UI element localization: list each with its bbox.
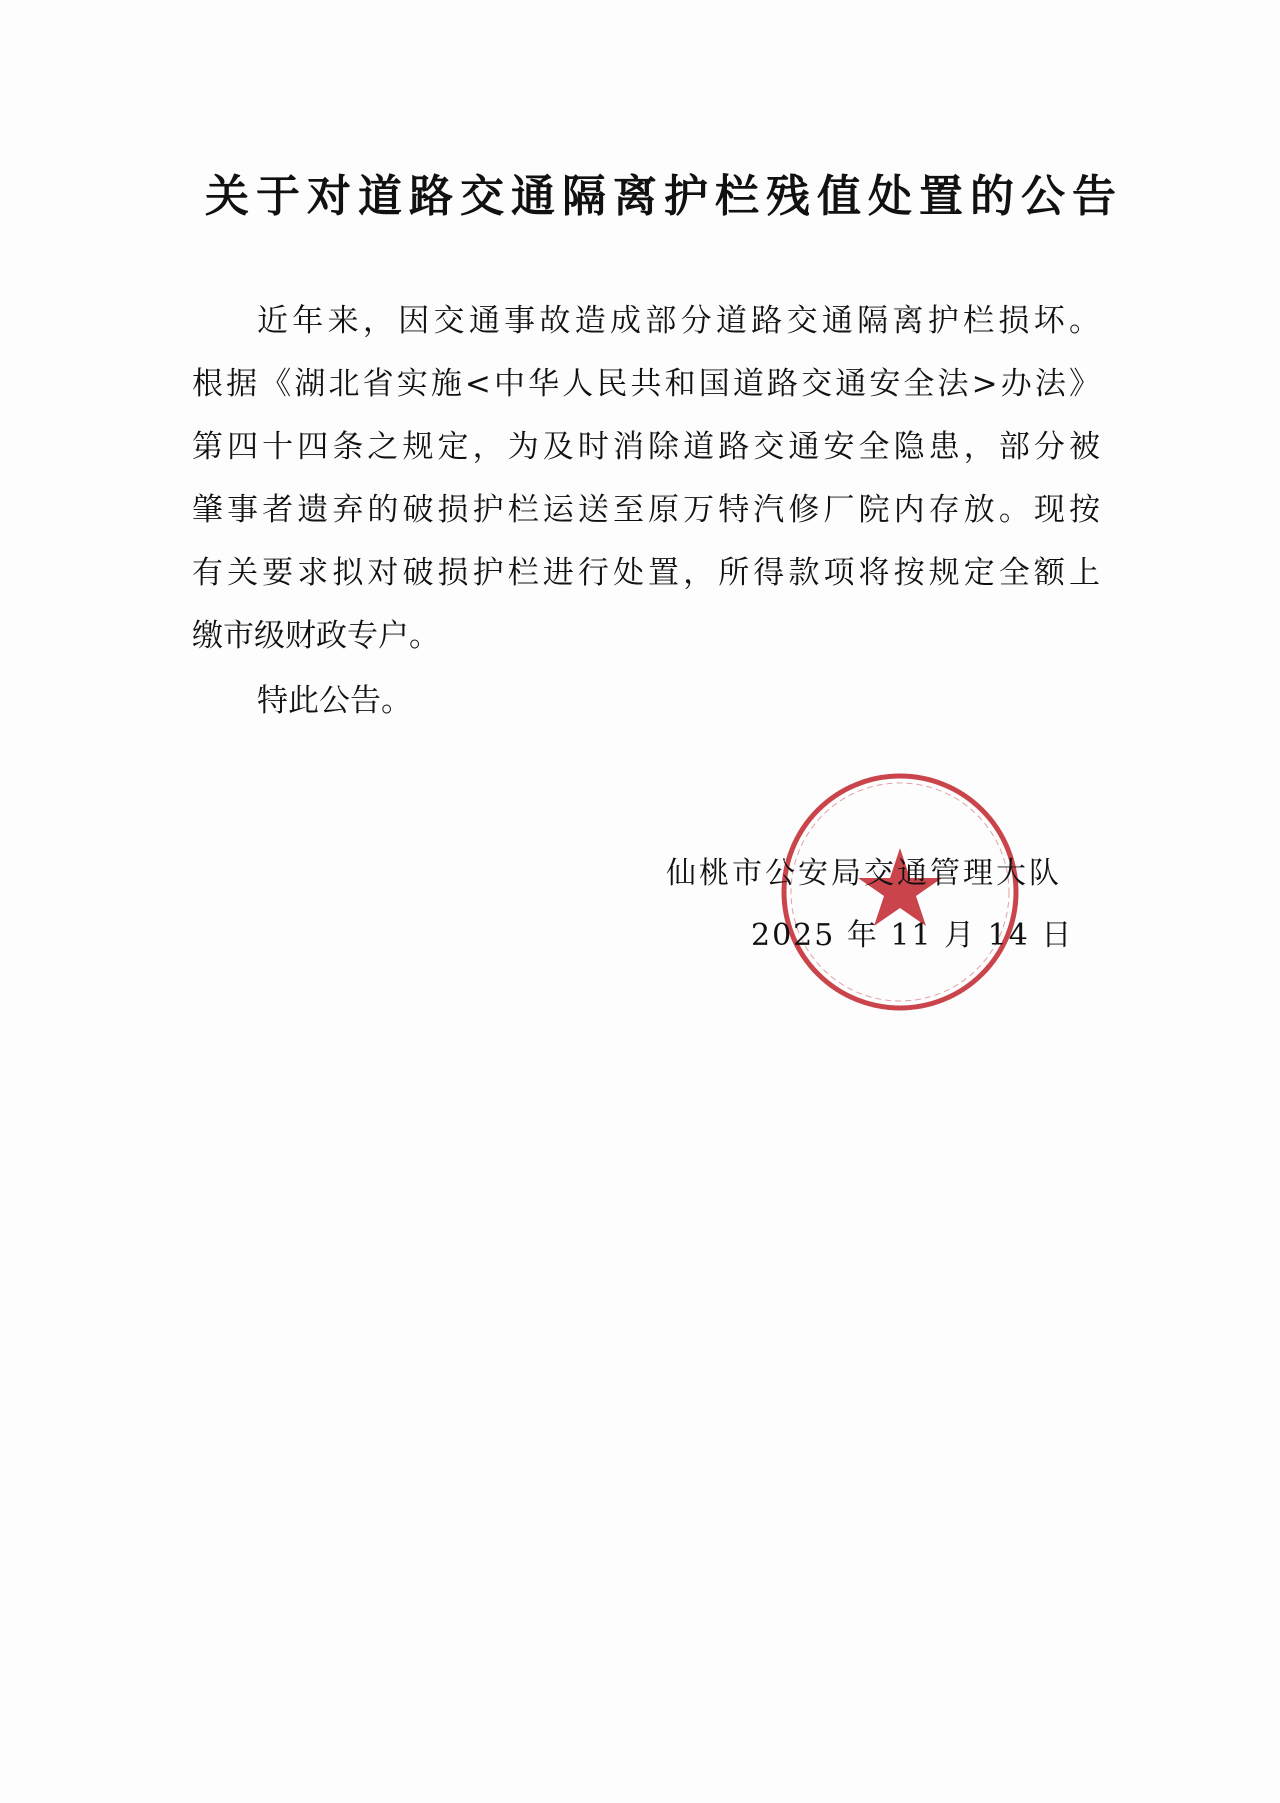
issue-date: 2025 年 11 月 14 日 — [751, 918, 1074, 953]
body-line: 有关要求拟对破损护栏进行处置，所得款项将按规定全额上 — [192, 555, 1100, 591]
body-line: 第四十四条之规定，为及时消除道路交通安全隐患，部分被 — [192, 429, 1100, 465]
closing-text: 特此公告。 — [257, 683, 412, 719]
body-line: 肇事者遗弃的破损护栏运送至原万特汽修厂院内存放。现按 — [192, 492, 1100, 528]
body-line: 根据《湖北省实施<中华人民共和国道路交通安全法>办法》 — [192, 366, 1100, 402]
body-line: 近年来，因交通事故造成部分道路交通隔离护栏损坏。 — [257, 303, 1100, 339]
issuer-name: 仙桃市公安局交通管理大队 — [666, 856, 1062, 891]
official-seal — [778, 770, 1022, 1014]
document-title: 关于对道路交通隔离护栏残值处置的公告 — [205, 171, 1123, 222]
body-line: 缴市级财政专户。 — [192, 618, 440, 654]
